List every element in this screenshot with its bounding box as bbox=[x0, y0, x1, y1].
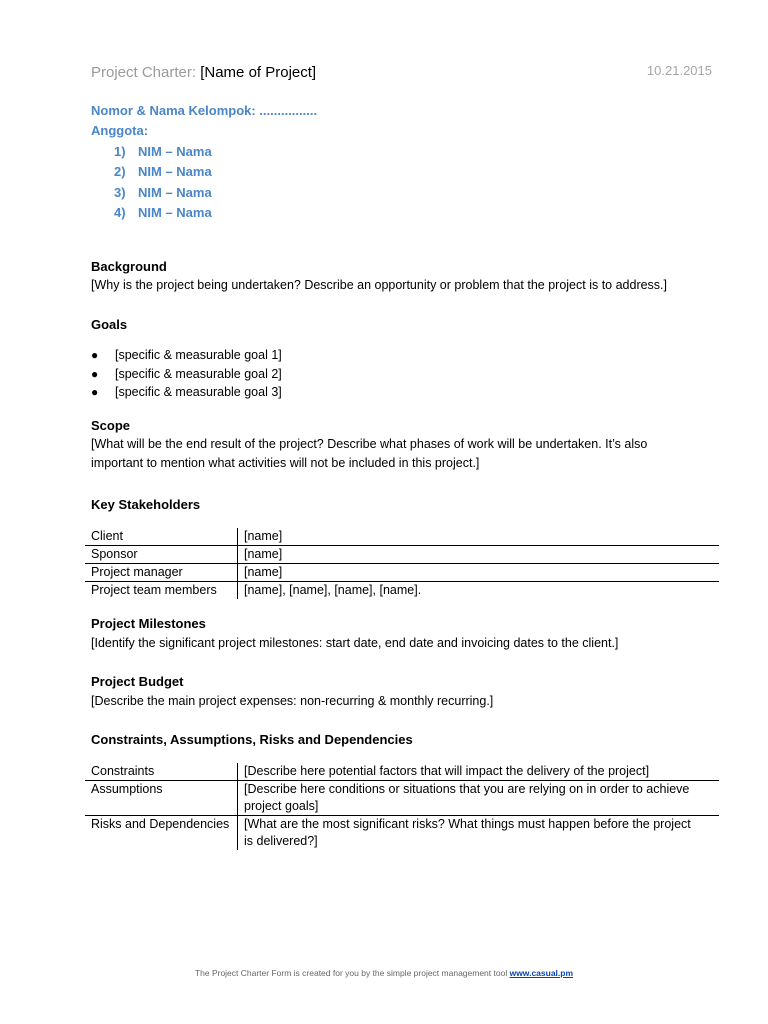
document-title bbox=[91, 64, 316, 81]
row-label: Assumptions bbox=[85, 781, 238, 816]
list-item: ● [specific & measurable goal 2] bbox=[91, 366, 282, 381]
scope-text-line: [What will be the end result of the project? Describe what phases of work will be undertaken. It’s also bbox=[91, 437, 648, 451]
group-label: Nomor & Nama Kelompok: ................ bbox=[91, 103, 318, 118]
milestones-text: [Identify the significant project milestones: start date, end date and invoicing dates to the client.] bbox=[91, 636, 619, 650]
row-value: [name] bbox=[238, 528, 720, 546]
table-row bbox=[85, 546, 719, 564]
row-value: [name] bbox=[238, 546, 720, 564]
table-row bbox=[85, 816, 719, 851]
title-label: Project Charter: bbox=[91, 64, 197, 81]
members-label: Anggota: bbox=[91, 123, 149, 138]
list-item: ● [specific & measurable goal 1] bbox=[91, 348, 282, 362]
constraints-table bbox=[85, 763, 719, 850]
stakeholders-table bbox=[85, 528, 719, 599]
scope-text-line: important to mention what activities will not be included in this project.] bbox=[91, 456, 480, 470]
member-item: 1) NIM – Nama bbox=[114, 144, 212, 159]
footer bbox=[0, 968, 768, 978]
budget-text: [Describe the main project expenses: non-recurring & monthly recurring.] bbox=[91, 694, 494, 708]
document-date: 10.21.2015 bbox=[646, 63, 712, 78]
goals-list bbox=[91, 348, 282, 404]
background-heading: Background bbox=[91, 259, 167, 274]
constraints-heading: Constraints, Assumptions, Risks and Dependencies bbox=[91, 732, 413, 747]
row-value: [name] bbox=[238, 564, 720, 582]
footer-text: The Project Charter Form is created for you by the simple project management tool bbox=[194, 968, 510, 978]
table-row bbox=[85, 763, 719, 781]
row-label: Risks and Dependencies bbox=[91, 817, 230, 831]
footer-link[interactable]: www.casual.pm bbox=[509, 968, 574, 978]
background-text: [Why is the project being undertaken? Describe an opportunity or problem that the project is to address.] bbox=[91, 278, 668, 292]
list-item: ● [specific & measurable goal 3] bbox=[91, 385, 282, 399]
scope-heading: Scope bbox=[91, 418, 131, 433]
stakeholders-heading: Key Stakeholders bbox=[91, 497, 201, 512]
row-label: Constraints bbox=[85, 763, 238, 781]
row-value: [name], [name], [name], [name]. bbox=[238, 582, 720, 600]
row-label: Project manager bbox=[85, 564, 238, 582]
table-row bbox=[85, 564, 719, 582]
table-row bbox=[85, 781, 719, 816]
row-value: [Describe here potential factors that will impact the delivery of the project] bbox=[238, 763, 720, 781]
member-item: 3) NIM – Nama bbox=[114, 185, 212, 200]
row-label: Project team members bbox=[91, 583, 217, 597]
title-value: [Name of Project] bbox=[200, 64, 317, 81]
row-value: [Describe here conditions or situations that you are relying on in order to achieve project goals] bbox=[238, 781, 720, 816]
milestones-heading: Project Milestones bbox=[91, 616, 206, 631]
row-label: Client bbox=[85, 528, 238, 546]
table-row bbox=[85, 528, 719, 546]
goals-heading: Goals bbox=[91, 317, 128, 332]
budget-heading: Project Budget bbox=[91, 674, 184, 689]
row-label: Sponsor bbox=[85, 546, 238, 564]
table-row bbox=[85, 582, 719, 600]
member-item: 4) NIM – Nama bbox=[114, 205, 212, 220]
member-item: 2) NIM – Nama bbox=[114, 164, 212, 179]
row-value: [What are the most significant risks? What things must happen before the project is delivered?] bbox=[238, 816, 720, 851]
